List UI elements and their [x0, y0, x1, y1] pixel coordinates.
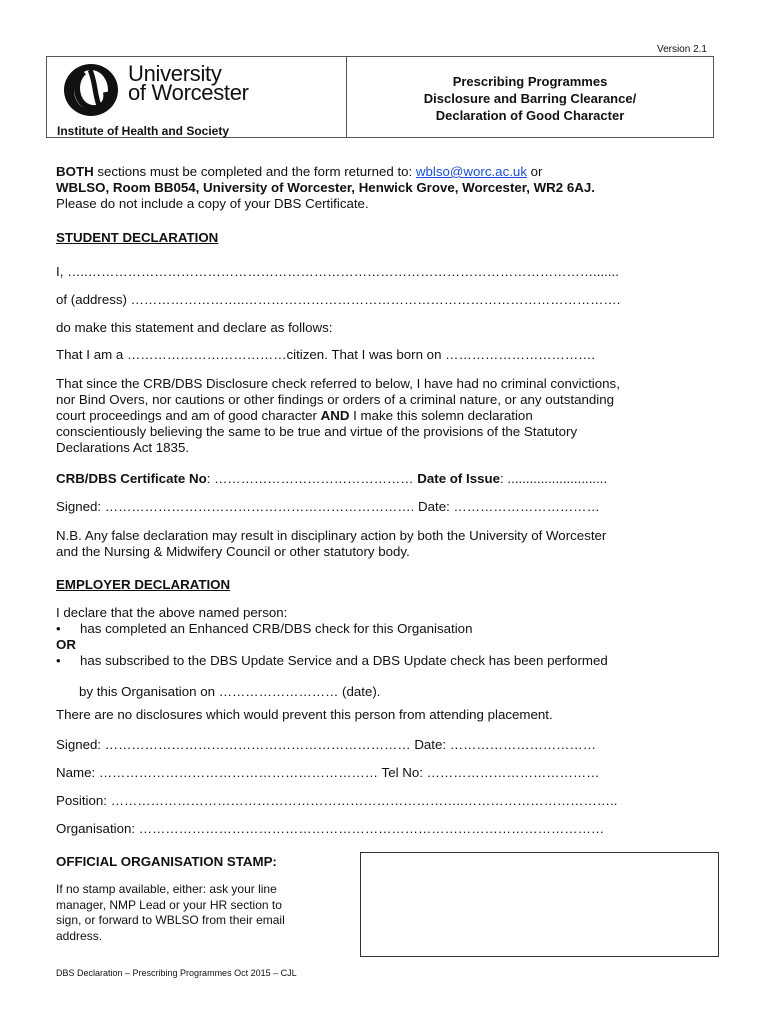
- header-divider: [346, 56, 347, 138]
- intro-block: [56, 164, 736, 212]
- stamp-box[interactable]: [360, 852, 719, 957]
- declare-text: I declare that the above named person:: [56, 605, 288, 620]
- position-field[interactable]: Position: ……………………………………………………………………..……………………………..: [56, 793, 618, 808]
- para-line: nor Bind Overs, nor cautions or other findings or orders of a criminal nature, or any outstanding: [56, 392, 615, 407]
- intro-note: Please do not include a copy of your DBS Certificate.: [56, 196, 369, 211]
- stamp-text-line: manager, NMP Lead or your HR section to: [56, 897, 282, 912]
- bullet-item-1: [56, 621, 736, 637]
- para-line: That since the CRB/DBS Disclosure check referred to below, I have had no criminal convictions,: [56, 376, 620, 391]
- student-address-field[interactable]: of (address) ……………………..………………………………………………………………………….: [56, 292, 621, 307]
- title-line-1: Prescribing Programmes: [452, 74, 608, 89]
- intro-line-1: [56, 164, 736, 180]
- issue-dots: : ...........................: [500, 471, 608, 486]
- para-line: Declarations Act 1835.: [56, 440, 190, 455]
- para-text: court proceedings and am of good character: [56, 408, 321, 423]
- employer-signed-field[interactable]: Signed: …………………………………………………………… Date: ……………………………: [56, 737, 597, 752]
- certificate-line[interactable]: [56, 471, 607, 487]
- para-line: conscientiously believing the same to be true and virtue of the provisions of the Statutory: [56, 424, 578, 439]
- cert-dots: : ………………………………………: [206, 471, 418, 486]
- no-disclosures-text: There are no disclosures which would prevent this person from attending placement.: [56, 707, 553, 722]
- stamp-text-line: sign, or forward to WBLSO from their email: [56, 913, 285, 927]
- title-line-2: Disclosure and Barring Clearance/: [423, 91, 637, 106]
- para-text: I make this solemn declaration: [349, 408, 533, 423]
- nb-line-2: and the Nursing & Midwifery Council or other statutory body.: [56, 544, 410, 559]
- stamp-text-line: address.: [56, 928, 103, 943]
- nb-line-1: N.B. Any false declaration may result in disciplinary action by both the University of Worcester: [56, 528, 607, 543]
- institute-name: Institute of Health and Society: [57, 124, 230, 138]
- para-line: [56, 408, 736, 424]
- employer-name-field[interactable]: Name: ……………………………………………………… Tel No: …………………………………: [56, 765, 600, 780]
- statement-text: do make this statement and declare as follows:: [56, 320, 333, 335]
- update-date-field[interactable]: by this Organisation on ……………………… (date).: [79, 684, 381, 699]
- intro-address: WBLSO, Room BB054, University of Worcester, Henwick Grove, Worcester, WR2 6AJ.: [56, 180, 595, 195]
- cert-label: CRB/DBS Certificate No: [56, 471, 207, 486]
- intro-or: or: [526, 164, 543, 179]
- declaration-paragraph: [56, 376, 736, 456]
- stamp-instructions: [56, 882, 285, 944]
- citizen-birth-field[interactable]: That I am a ………………………………citizen. That I was born on …………………………….: [56, 347, 596, 362]
- university-logo-icon: [62, 62, 120, 118]
- email-link[interactable]: wblso@worc.ac.uk: [415, 164, 527, 179]
- nb-note: [56, 528, 736, 560]
- or-label: OR: [56, 637, 76, 652]
- university-name: [128, 61, 249, 105]
- version-label: Version 2.1: [656, 44, 707, 55]
- bullet-item-2: [56, 653, 736, 669]
- issue-label: Date of Issue: [417, 471, 501, 486]
- student-name-field[interactable]: I, …..…………………………………………………………………………………………………….......: [56, 264, 619, 279]
- bullet-text: has completed an Enhanced CRB/DBS check for this Organisation: [80, 621, 473, 636]
- bullet-icon: •: [56, 621, 61, 636]
- footer-text: DBS Declaration – Prescribing Programmes Oct 2015 – CJL: [56, 968, 297, 978]
- para-and: AND: [320, 408, 350, 423]
- bullet-text: has subscribed to the DBS Update Service and a DBS Update check has been performed: [80, 653, 608, 668]
- intro-both: BOTH: [56, 164, 94, 179]
- logo-line-1: University: [128, 61, 222, 86]
- stamp-text-line: If no stamp available, either: ask your line: [56, 882, 277, 896]
- student-signed-field[interactable]: Signed: ……………………………………………………………. Date: ……………………………: [56, 499, 600, 514]
- intro-line-1-text: sections must be completed and the form returned to:: [93, 164, 416, 179]
- logo-line-2: of Worcester: [128, 80, 249, 105]
- bullet-icon: •: [56, 653, 61, 668]
- employer-block: [56, 605, 736, 669]
- employer-declaration-heading: EMPLOYER DECLARATION: [56, 577, 231, 592]
- student-declaration-heading: STUDENT DECLARATION: [56, 230, 219, 245]
- title-line-3: Declaration of Good Character: [435, 108, 625, 123]
- stamp-heading: OFFICIAL ORGANISATION STAMP:: [56, 854, 277, 869]
- organisation-field[interactable]: Organisation: ……………………………………………………………………………………………: [56, 821, 605, 836]
- form-title: [350, 73, 710, 124]
